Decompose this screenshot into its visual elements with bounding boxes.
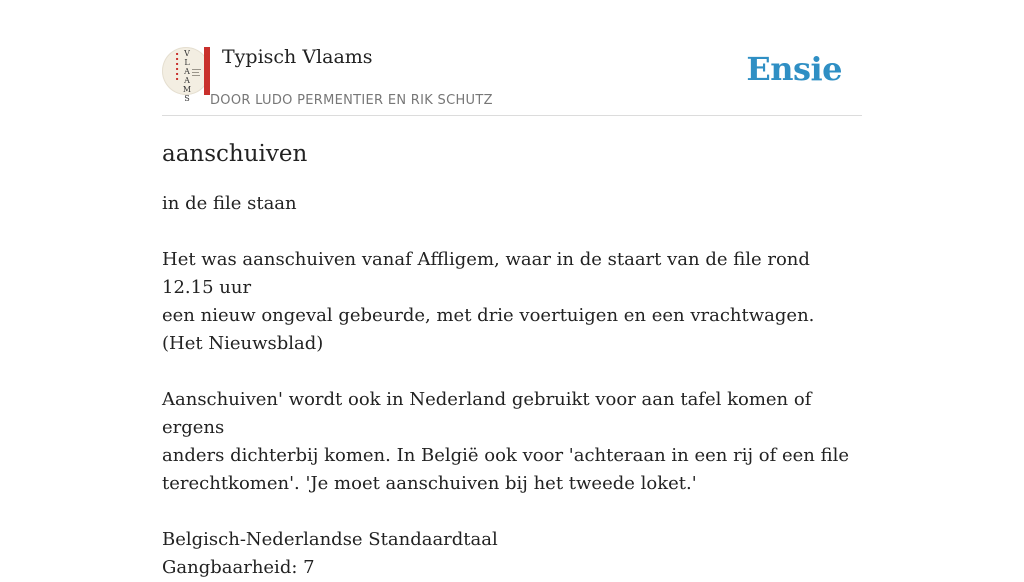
entry-category: Belgisch-Nederlandse Standaardtaal xyxy=(162,529,498,550)
spacer xyxy=(162,218,862,246)
entry-frequency: Gangbaarheid: 7 xyxy=(162,557,315,578)
spacer xyxy=(162,498,862,526)
logo-letter: M xyxy=(182,85,192,94)
example-source: (Het Nieuwsblad) xyxy=(162,333,324,354)
note-line: Aanschuiven' wordt ook in Nederland gebruikt voor aan tafel komen of ergens xyxy=(162,389,812,438)
spacer xyxy=(162,358,862,386)
example-line: Het was aanschuiven vanaf Affligem, waar in de staart van de file rond 12.15 uur xyxy=(162,249,810,298)
logo-red-band xyxy=(204,47,210,95)
logo-letter: A xyxy=(184,76,190,85)
ensie-logo[interactable]: Ensie xyxy=(746,50,842,88)
entry-content xyxy=(162,138,862,582)
example-line: een nieuw ongeval gebeurde, met drie voertuigen en een vrachtwagen. xyxy=(162,305,815,326)
logo-letters xyxy=(182,49,192,103)
logo-letter: V xyxy=(184,49,190,58)
header xyxy=(162,40,862,116)
note-line: anders dichterbij komen. In België ook voor 'achteraan in een rij of een file xyxy=(162,445,850,466)
book-authors: DOOR LUDO PERMENTIER EN RIK SCHUTZ xyxy=(210,93,493,108)
logo-red-letters: ▪ ▪ ▪ ▪ ▪ ▪ xyxy=(175,51,179,81)
entry-definition: in de file staan xyxy=(162,193,297,214)
logo-letter: A xyxy=(184,67,190,76)
logo-letter: L xyxy=(184,58,190,67)
book-logo[interactable] xyxy=(162,47,210,103)
logo-letter: S xyxy=(184,94,190,103)
entry-term: aanschuiven xyxy=(162,141,308,167)
note-line: terechtkomen'. 'Je moet aanschuiven bij het tweede loket.' xyxy=(162,473,697,494)
logo-small-text xyxy=(192,69,202,79)
entry-body xyxy=(162,190,862,582)
book-title[interactable]: Typisch Vlaams xyxy=(222,46,373,68)
